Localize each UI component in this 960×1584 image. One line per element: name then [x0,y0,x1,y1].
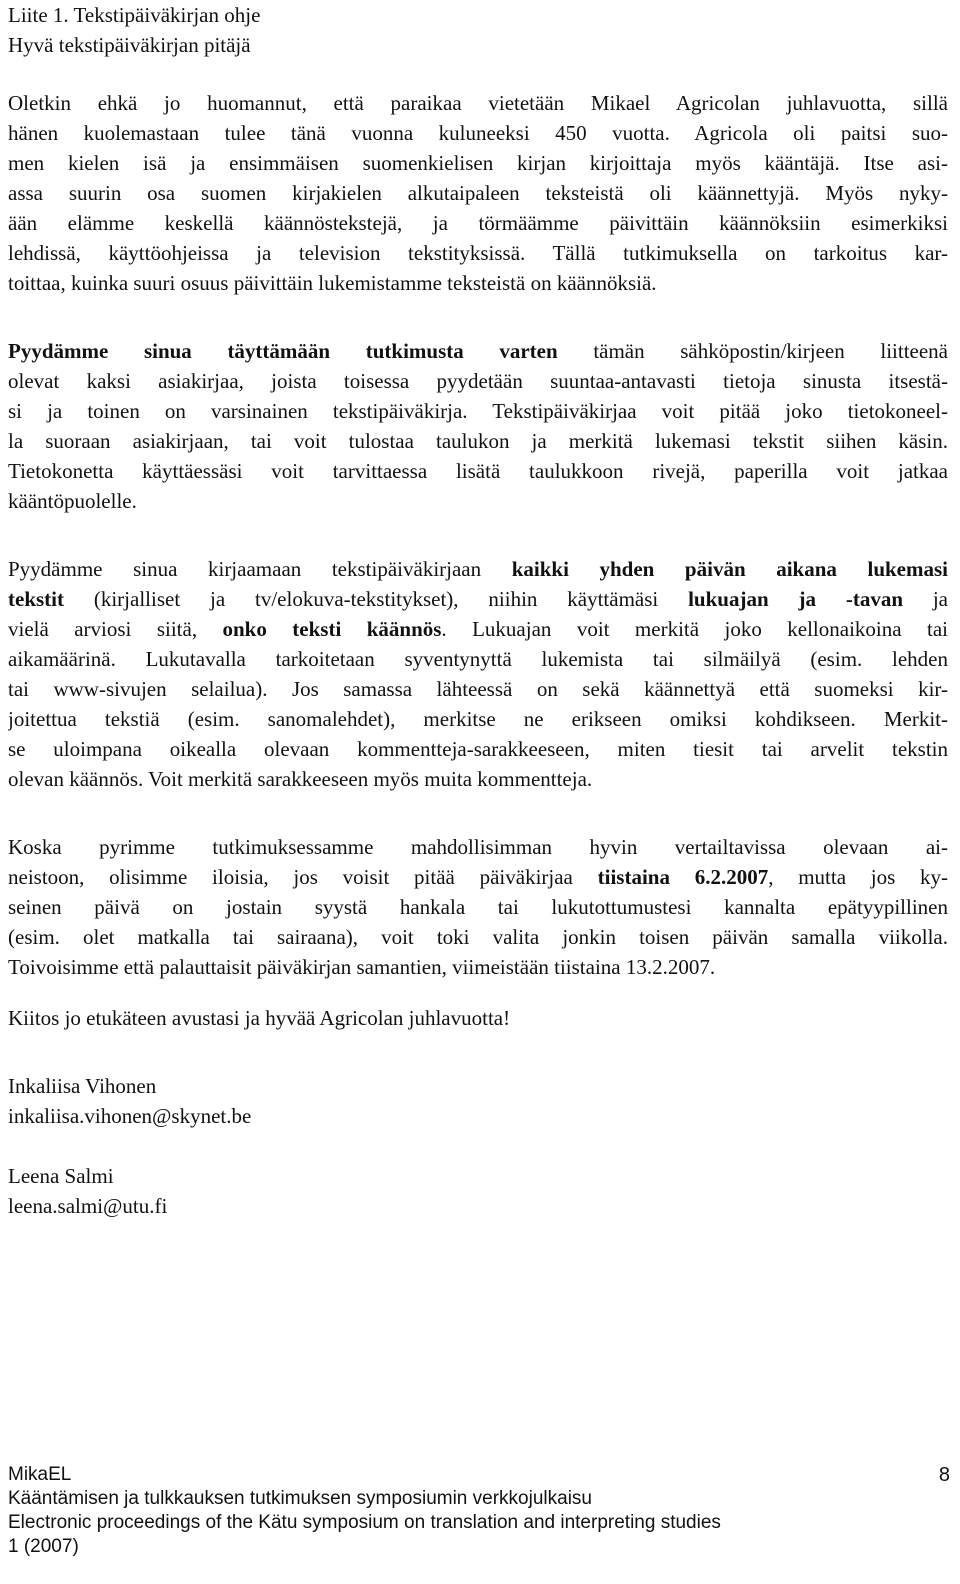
text-run: Koska pyrimme tutkimuksessamme mahdollisimman hyvin vertailtavissa olevaan ai- [8,835,948,859]
text-run: Pyydämme sinua kirjaamaan tekstipäiväkirjaan [8,557,512,581]
paragraph-line [8,336,948,366]
paragraph-line [8,704,948,734]
paragraph-line [8,584,948,614]
bold-text: kaikki yhden päivän aikana lukemasi [511,557,948,581]
contact-email[interactable]: leena.salmi@utu.fi [8,1194,168,1218]
paragraph-line [8,644,948,674]
contact-name: Inkaliisa Vihonen [8,1074,157,1098]
text-run: . Lukuajan voit merkitä joko kellonaikoina tai [441,617,948,641]
text-run: (esim. olet matkalla tai sairaana), voit toki valita jonkin toisen päivän samalla viikolla. [8,925,948,949]
paragraph-line [8,208,948,238]
text-run: hänen kuolemastaan tulee tänä vuonna kuluneeksi 450 vuotta. Agricola oli paitsi suo- [8,121,948,145]
greeting-heading: Hyvä tekstipäiväkirjan pitäjä [8,33,251,57]
text-run: Oletkin ehkä jo huomannut, että paraikaa vietetään Mikael Agricolan juhlavuotta, sillä [8,91,948,115]
paragraph-line [8,178,948,208]
paragraph-line [8,614,948,644]
text-run: Tietokonetta käyttäessäsi voit tarvittaessa lisätä taulukkoon rivejä, paperilla voit jatkaa [8,459,948,483]
paragraph-line [8,238,948,268]
text-run: lehdissä, käyttöohjeissa ja television tekstityksissä. Tällä tutkimuksella on tarkoitus kar- [8,241,948,265]
paragraph-line [8,426,948,456]
text-run: tämän sähköpostin/kirjeen liitteenä [557,339,948,363]
contact-email[interactable]: inkaliisa.vihonen@skynet.be [8,1104,252,1128]
text-run: ja [903,587,948,611]
text-run: (kirjalliset ja tv/elokuva-tekstitykset), niihin käyttämäsi [64,587,689,611]
text-run: si ja toinen on varsinainen tekstipäiväkirja. Tekstipäiväkirjaa voit pitää joko tietokoneel- [8,399,948,423]
paragraph-line [8,892,948,922]
bold-text: onko teksti käännös [222,617,442,641]
paragraph-line [8,764,948,794]
paragraph-line [8,268,948,298]
text-run: neistoon, olisimme iloisia, jos voisit pitää päiväkirjaa [8,865,598,889]
text-run: kääntöpuolelle. [8,489,137,513]
text-run: seinen päivä on jostain syystä hankala tai lukutottumustesi kannalta epätyypillinen [8,895,948,919]
text-run: assa suurin osa suomen kirjakielen alkutaipaleen teksteistä oli käännettyjä. Myös nyky- [8,181,948,205]
paragraph-line [8,674,948,704]
page-number: 8 [938,1464,950,1486]
paragraph-line [8,396,948,426]
footer-subtitle-en: Electronic proceedings of the Kätu symposium on translation and interpreting studies [8,1512,721,1533]
contact-name: Leena Salmi [8,1164,114,1188]
text-run: , mutta jos ky- [768,865,948,889]
bold-text: tekstit [8,587,64,611]
text-run: se uloimpana oikealla olevaan kommentteja-sarakkeeseen, miten tiesit tai arvelit tekstin [8,737,948,761]
paragraph-line [8,922,948,952]
footer-issue: 1 (2007) [8,1536,79,1557]
text-run: joitettua tekstiä (esim. sanomalehdet), merkitse ne erikseen omiksi kohdikseen. Merkit- [8,707,948,731]
text-run: la suoraan asiakirjaan, tai voit tulostaa taulukon ja merkitä lukemasi tekstit siihen käsin. [8,429,948,453]
footer-journal: MikaEL [8,1464,72,1485]
paragraph-line [8,734,948,764]
text-run: vielä arviosi siitä, [8,617,223,641]
paragraph-line [8,486,948,516]
footer-subtitle-fi: Kääntämisen ja tulkkauksen tutkimuksen symposiumin verkkojulkaisu [8,1488,592,1509]
text-run: olevan käännös. Voit merkitä sarakkeeseen myös muita kommentteja. [8,767,593,791]
paragraph-line [8,88,948,118]
paragraph-line [8,862,948,892]
text-run: men kielen isä ja ensimmäisen suomenkielisen kirjan kirjoittaja myös kääntäjä. Itse asi- [8,151,948,175]
text-run: tai www-sivujen selailua). Jos samassa lähteessä on sekä käännettyä että suomeksi kir- [8,677,948,701]
text-run: Toivoisimme että palauttaisit päiväkirjan samantien, viimeistään tiistaina 13.2.2007. [8,955,716,979]
paragraph-line [8,366,948,396]
thanks-line: Kiitos jo etukäteen avustasi ja hyvää Agricolan juhlavuotta! [8,1006,511,1030]
paragraph-line [8,952,948,982]
appendix-title: Liite 1. Tekstipäiväkirjan ohje [8,3,261,27]
paragraph-line [8,554,948,584]
bold-text: Pyydämme sinua täyttämään tutkimusta varten [8,339,558,363]
paragraph-line [8,148,948,178]
text-run: olevat kaksi asiakirjaa, joista toisessa pyydetään suuntaa-antavasti tietoja sinusta itsestä- [8,369,948,393]
paragraph-line [8,456,948,486]
bold-text: tiistaina 6.2.2007 [597,865,769,889]
text-run: aikamäärinä. Lukutavalla tarkoitetaan syventynyttä lukemista tai silmäilyä (esim. lehden [8,647,948,671]
text-run: ään elämme keskellä käännöstekstejä, ja törmäämme päivittäin käännöksiin esimerkiksi [8,211,948,235]
paragraph-line [8,832,948,862]
bold-text: lukuajan ja -tavan [688,587,903,611]
text-run: toittaa, kuinka suuri osuus päivittäin lukemistamme teksteistä on käännöksiä. [8,271,657,295]
paragraph-line [8,118,948,148]
